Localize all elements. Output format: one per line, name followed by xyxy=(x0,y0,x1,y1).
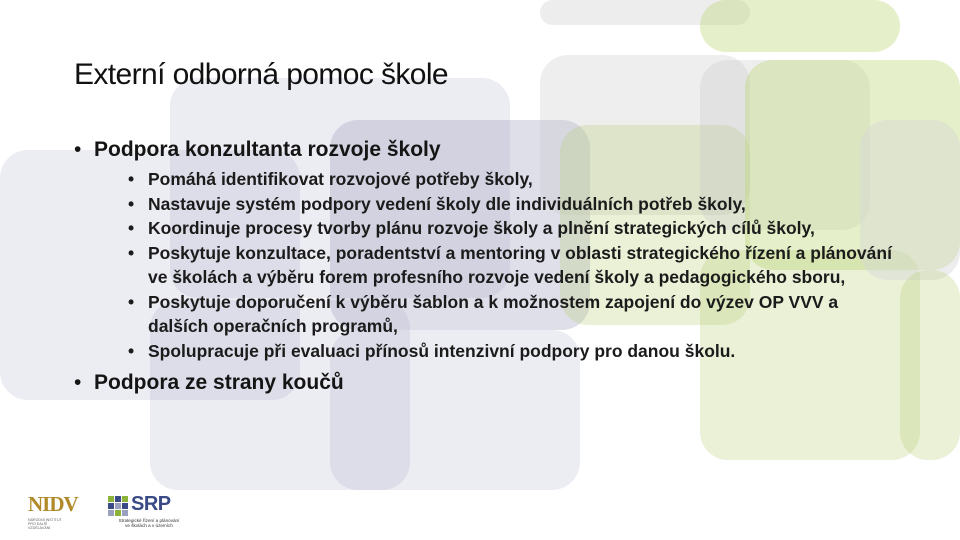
nidv-logo-mark: NIDV xyxy=(28,492,78,516)
slide-content xyxy=(74,136,894,396)
sub-bullet-text: Nastavuje systém podpory vedení školy dle individuálních potřeb školy, xyxy=(148,193,746,214)
bullet-konzultant xyxy=(74,136,894,363)
nidv-logo xyxy=(28,492,78,536)
bullet-glyph: • xyxy=(128,169,135,189)
nidv-logo-caption xyxy=(28,518,72,531)
sub-bullet xyxy=(128,216,894,241)
srp-caption-line: Strategické řízení a plánování xyxy=(118,518,180,523)
sub-bullet-text: Poskytuje doporučení k výběru šablon a k možnostem zapojení do výzev OP VVV a dalších operačních programů, xyxy=(148,291,839,336)
bullet-glyph: • xyxy=(74,371,82,394)
nidv-caption-line: NÁRODNÍ INSTITUT xyxy=(28,518,62,522)
sub-bullet xyxy=(128,290,894,339)
sub-bullet-text: Poskytuje konzultace, poradentství a mentoring v oblasti strategického řízení a plánování ve školách a výběru forem profesního rozvoje vedení školy a pedagogického sboru, xyxy=(148,242,892,287)
sub-bullet-text: Koordinuje procesy tvorby plánu rozvoje školy a plnění strategických cílů školy, xyxy=(148,218,815,238)
sub-bullet xyxy=(128,241,894,290)
slide-title: Externí odborná pomoc škole xyxy=(74,58,449,91)
srp-caption-line: ve školách a v územích xyxy=(125,523,173,529)
bullet-glyph: • xyxy=(128,340,135,361)
bullet-glyph: • xyxy=(128,291,135,312)
sub-bullet-text: Pomáhá identifikovat rozvojové potřeby školy, xyxy=(148,169,533,189)
bullet-kouc xyxy=(74,369,894,396)
sub-bullet xyxy=(128,167,894,192)
srp-logo-caption xyxy=(114,518,184,529)
srp-logo-mark: SRP xyxy=(131,493,171,515)
bg-square xyxy=(900,270,960,460)
sub-bullet xyxy=(128,192,894,217)
bullet-glyph: • xyxy=(128,218,135,238)
bullet-glyph: • xyxy=(128,242,135,263)
srp-grid-icon xyxy=(108,496,130,518)
bg-square xyxy=(540,0,750,25)
bg-square xyxy=(700,0,900,52)
srp-logo xyxy=(108,494,188,538)
sub-bullet xyxy=(128,339,894,364)
nidv-caption-line: PRO DALŠÍ xyxy=(28,522,48,527)
nidv-caption-line: VZDĚLÁVÁNÍ xyxy=(28,526,51,531)
bullet-text: Podpora konzultanta rozvoje školy xyxy=(94,138,441,161)
sub-bullet-text: Spolupracuje při evaluaci přínosů intenzivní podpory pro danou školu. xyxy=(148,340,736,361)
sub-bullet-list xyxy=(94,167,894,363)
bullet-text: Podpora ze strany koučů xyxy=(94,371,344,394)
bullet-glyph: • xyxy=(128,193,135,214)
bullet-glyph: • xyxy=(74,138,82,161)
